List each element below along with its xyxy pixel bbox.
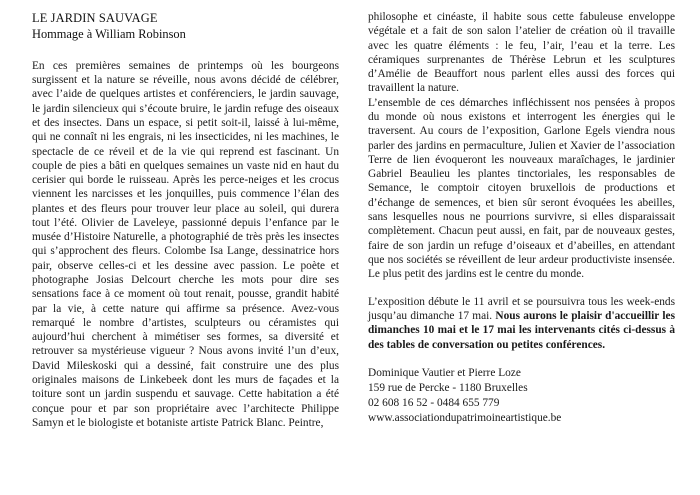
contact-website[interactable]: www.associationdupatrimoineartistique.be bbox=[368, 412, 562, 425]
page-subtitle: Hommage à William Robinson bbox=[32, 27, 186, 42]
right-column bbox=[368, 0, 675, 495]
contact-names: Dominique Vautier et Pierre Loze bbox=[368, 366, 521, 379]
right-column-paragraph-2: L’ensemble de ces démarches infléchissent nos pensées à propos du monde où nous existons et interrogent les énergies qui le traversent. Au cours de l’exposition, Garlone Egels viendra nous parler des jardins en permaculture, Julien et Xavier de l’association Terre de lien évoqueront les nouveaux maraîchages, le jardinier Gabriel Beaulieu les plantes tinctoriales, les responsables de Semance, le comptoir citoyen bruxellois de productions et d’échange de semences, et bien sûr seront évoquées les abeilles, sans lesquelles nous ne pourrions survivre, si elles disparaissait complètement. Chacun peut aussi, en fait, par de nouveaux gestes, faire de son jardin un refuge d’oiseaux et d’abeilles, en attendant que nos sociétés se réveillent de leur ardeur productiviste insensée. Le plus petit des jardins est le centre du monde. bbox=[368, 96, 675, 281]
contact-address: 159 rue de Percke - 1180 Bruxelles bbox=[368, 382, 528, 395]
right-column-paragraph-3 bbox=[368, 295, 675, 352]
left-column bbox=[32, 0, 339, 495]
right-column-paragraph-1: philosophe et cinéaste, il habite sous cette fabuleuse enveloppe végétale et a fait de son salon l’atelier de création où il travaille avec les quatre éléments : le feu, l’air, l’eau et la terre. Les céramiques surprenantes de Thérèse Lebrun et les sculptures d’Amélie de Beauffort nous parlent elles aussi des forces qui travaillent la nature. bbox=[368, 11, 675, 95]
contact-block bbox=[368, 366, 675, 426]
left-column-paragraph-1: En ces premières semaines de printemps où les bourgeons surgissent et la nature se réveille, nous avons décidé de célébrer, avec l’aide de quelques artistes et conférenciers, le jardin sauvage, le jardin silencieux qui s’écoute bruire, le jardin refuge des oiseaux et des insectes. Dans un espace, si petit soit-il, laissé à lui-même, qui ne connaît ni les engrais, ni les insecticides, ni les machines, le spectacle de ce réveil et de la vie qui reprend est fascinant. Un couple de pies a bâti en quelques semaines un vaste nid en haut du cerisier qui borde le ruisseau. Après les perce-neiges et les crocus viennent les narcisses et les jonquilles, puis commence l’élan des plantes et des fleurs pour trouver leur place au soleil, qui durera tout l’été. Olivier de Laveleye, passionné depuis l’enfance par le musée d’Histoire Naturelle, a photographié de très près les insectes qui s’approchent des fleurs. Colombe Isa Lange, dessinatrice hors pair, observe celles-ci et les dessine avec passion. Le poète et photographe Josias Delcourt cherche les mots pour dire ses sensations face à ce moment où tout renait, pousse, grandit habité par la vie, à cette nature qui affirme sa présence. Avez-vous remarqué le nombre d’artistes, sculpteurs ou céramistes qui aujourd’hui cherchent à mimétiser ses formes, sa diversité et retrouver sa mystérieuse vigueur ? Nous avons invité l’un d’eux, David Mileskoski qui a dessiné, fait construire une des plus originales maisons de Linkebeek dont les murs de façades et la toiture sont un jardin suspendu et sauvage. Cette habitation a été conçue pour et par son propriétaire avec l’architecte Philippe Samyn et le biologiste et botaniste artiste Patrick Blanc. Peintre, bbox=[32, 59, 339, 429]
page-title: LE JARDIN SAUVAGE bbox=[32, 11, 158, 25]
contact-phone: 02 608 16 52 - 0484 655 779 bbox=[368, 397, 500, 410]
exposition-highlight-text: Nous aurons le plaisir d'accueillir les dimanches 10 mai et le 17 mai les intervenants cités ci-dessus à des tables de conversation ou petites conférences. bbox=[368, 310, 675, 351]
exposition-dates-text: L’exposition débute le 11 avril et se poursuivra tous les week-ends jusqu’au dimanche 17 mai. bbox=[368, 295, 675, 323]
